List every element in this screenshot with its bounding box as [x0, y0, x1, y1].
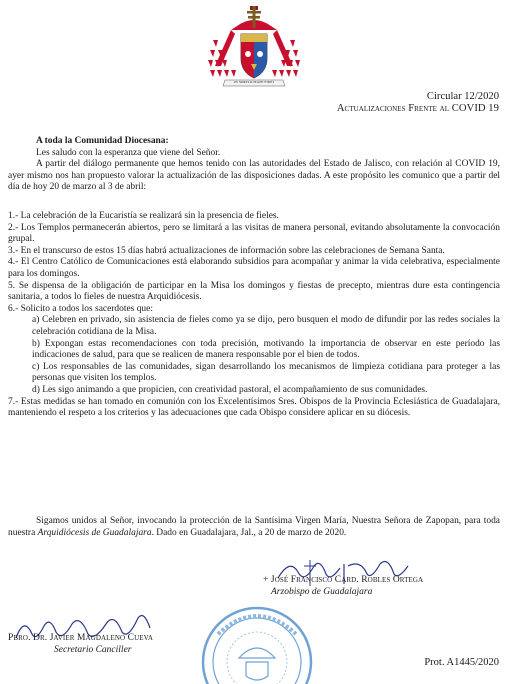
archbishop-name: + José Francisco Card. Robles Ortega [263, 575, 424, 585]
measure-2: 2.- Los Templos permanecerán abiertos, pero se limitará a las visitas de manera personal, evitando absolutamente la convocación grupal. [8, 222, 500, 245]
measure-6d: d) Les sigo animando a que propicien, con creatividad pastoral, el acompañamiento de sus comunidades. [32, 384, 428, 395]
protocol-number: Prot. A1445/2020 [424, 657, 499, 668]
crest-motto: IN SIMPLICITATE FIDEI [234, 80, 274, 84]
measure-6: 6.- Solicito a todos los sacerdotes que: [8, 303, 153, 314]
intro-paragraph: A partir del diálogo permanente que hemos tenido con las autoridades del Estado de Jalisco, con relación al COVID 19, ayer mismo nos han propuesto valorar la actualización de las disposiciones dadas. A este propósito les comunico que a partir del día de hoy 20 de marzo al 3 de abril: [8, 159, 500, 193]
measure-6b: b) Expongan estas recomendaciones con toda precisión, motivando la importancia de observar en este período las indicaciones de salud, para que se realicen de manera responsable por el bien de todos. [32, 338, 500, 361]
closing-text-end: . Dado en Guadalajara, Jal., a 20 de marzo de 2020. [151, 527, 347, 538]
circular-subject: Actualizaciones Frente al COVID 19 [336, 103, 499, 114]
measure-6a: a) Celebren en privado, sin asistencia de fieles como ya se dijo, pero busquen el modo de difundir por las redes sociales la celebración cotidiana de la Misa. [32, 315, 500, 337]
chancellor-name: Pbro. Dr. Javier Magdaleno Cueva [8, 633, 154, 643]
measures-list [8, 211, 500, 420]
chancellor-role: Secretario Canciller [54, 645, 132, 655]
circular-number: Circular 12/2020 [426, 91, 499, 102]
circular-header [337, 91, 499, 115]
measure-4: 4.- El Centro Católico de Comunicaciones está elaborando subsidios para acompañar y animar la vida celebrativa, especialmente para los domingos. [8, 257, 500, 279]
salutation: A toda la Comunidad Diocesana: [36, 136, 169, 146]
archbishop-role: Arzobispo de Guadalajara [271, 587, 373, 597]
measure-6c: c) Los responsables de las comunidades, sigan desarrollando los mecanismos de limpieza cotidiana para proteger a las personas que visiten los templos. [32, 361, 500, 384]
closing-archdiocese: Arquidiócesis de Guadalajara [37, 527, 152, 538]
closing-text-start: Sigamos unidos al Señor, invocando la protección de la Santísima Virgen María, Nuestra Señora de Zapopan, para toda nuestra [8, 516, 500, 538]
measure-7: 7.- Estas medidas se han tomado en comunión con los Excelentísimos Sres. Obispos de la Provincia Eclesiástica de Guadalajara, manteniendo el respeto a los criterios y las adecuaciones que cada Obispo considere aplicar en su diócesis. [8, 396, 500, 419]
measure-5: 5. Se dispensa de la obligación de participar en la Misa los domingos y fiestas de precepto, mientras dure esta contingencia sanitaria, a todos lo fieles de nuestra Arquidiócesis. [8, 280, 500, 303]
letter-body [8, 136, 500, 194]
greeting: Les saludo con la esperanza que viene del Señor. [36, 147, 221, 158]
chancellor-signature [8, 632, 153, 656]
archbishop-signature [263, 574, 423, 598]
measure-1: 1.- La celebración de la Eucaristía se realizará sin la presencia de fieles. [8, 211, 279, 221]
archdiocese-seal [196, 604, 318, 684]
closing-paragraph [8, 516, 500, 539]
measure-3: 3.- En el transcurso de estos 15 días habrá actualizaciones de información sobre las celebraciones de Semana Santa. [8, 245, 445, 256]
